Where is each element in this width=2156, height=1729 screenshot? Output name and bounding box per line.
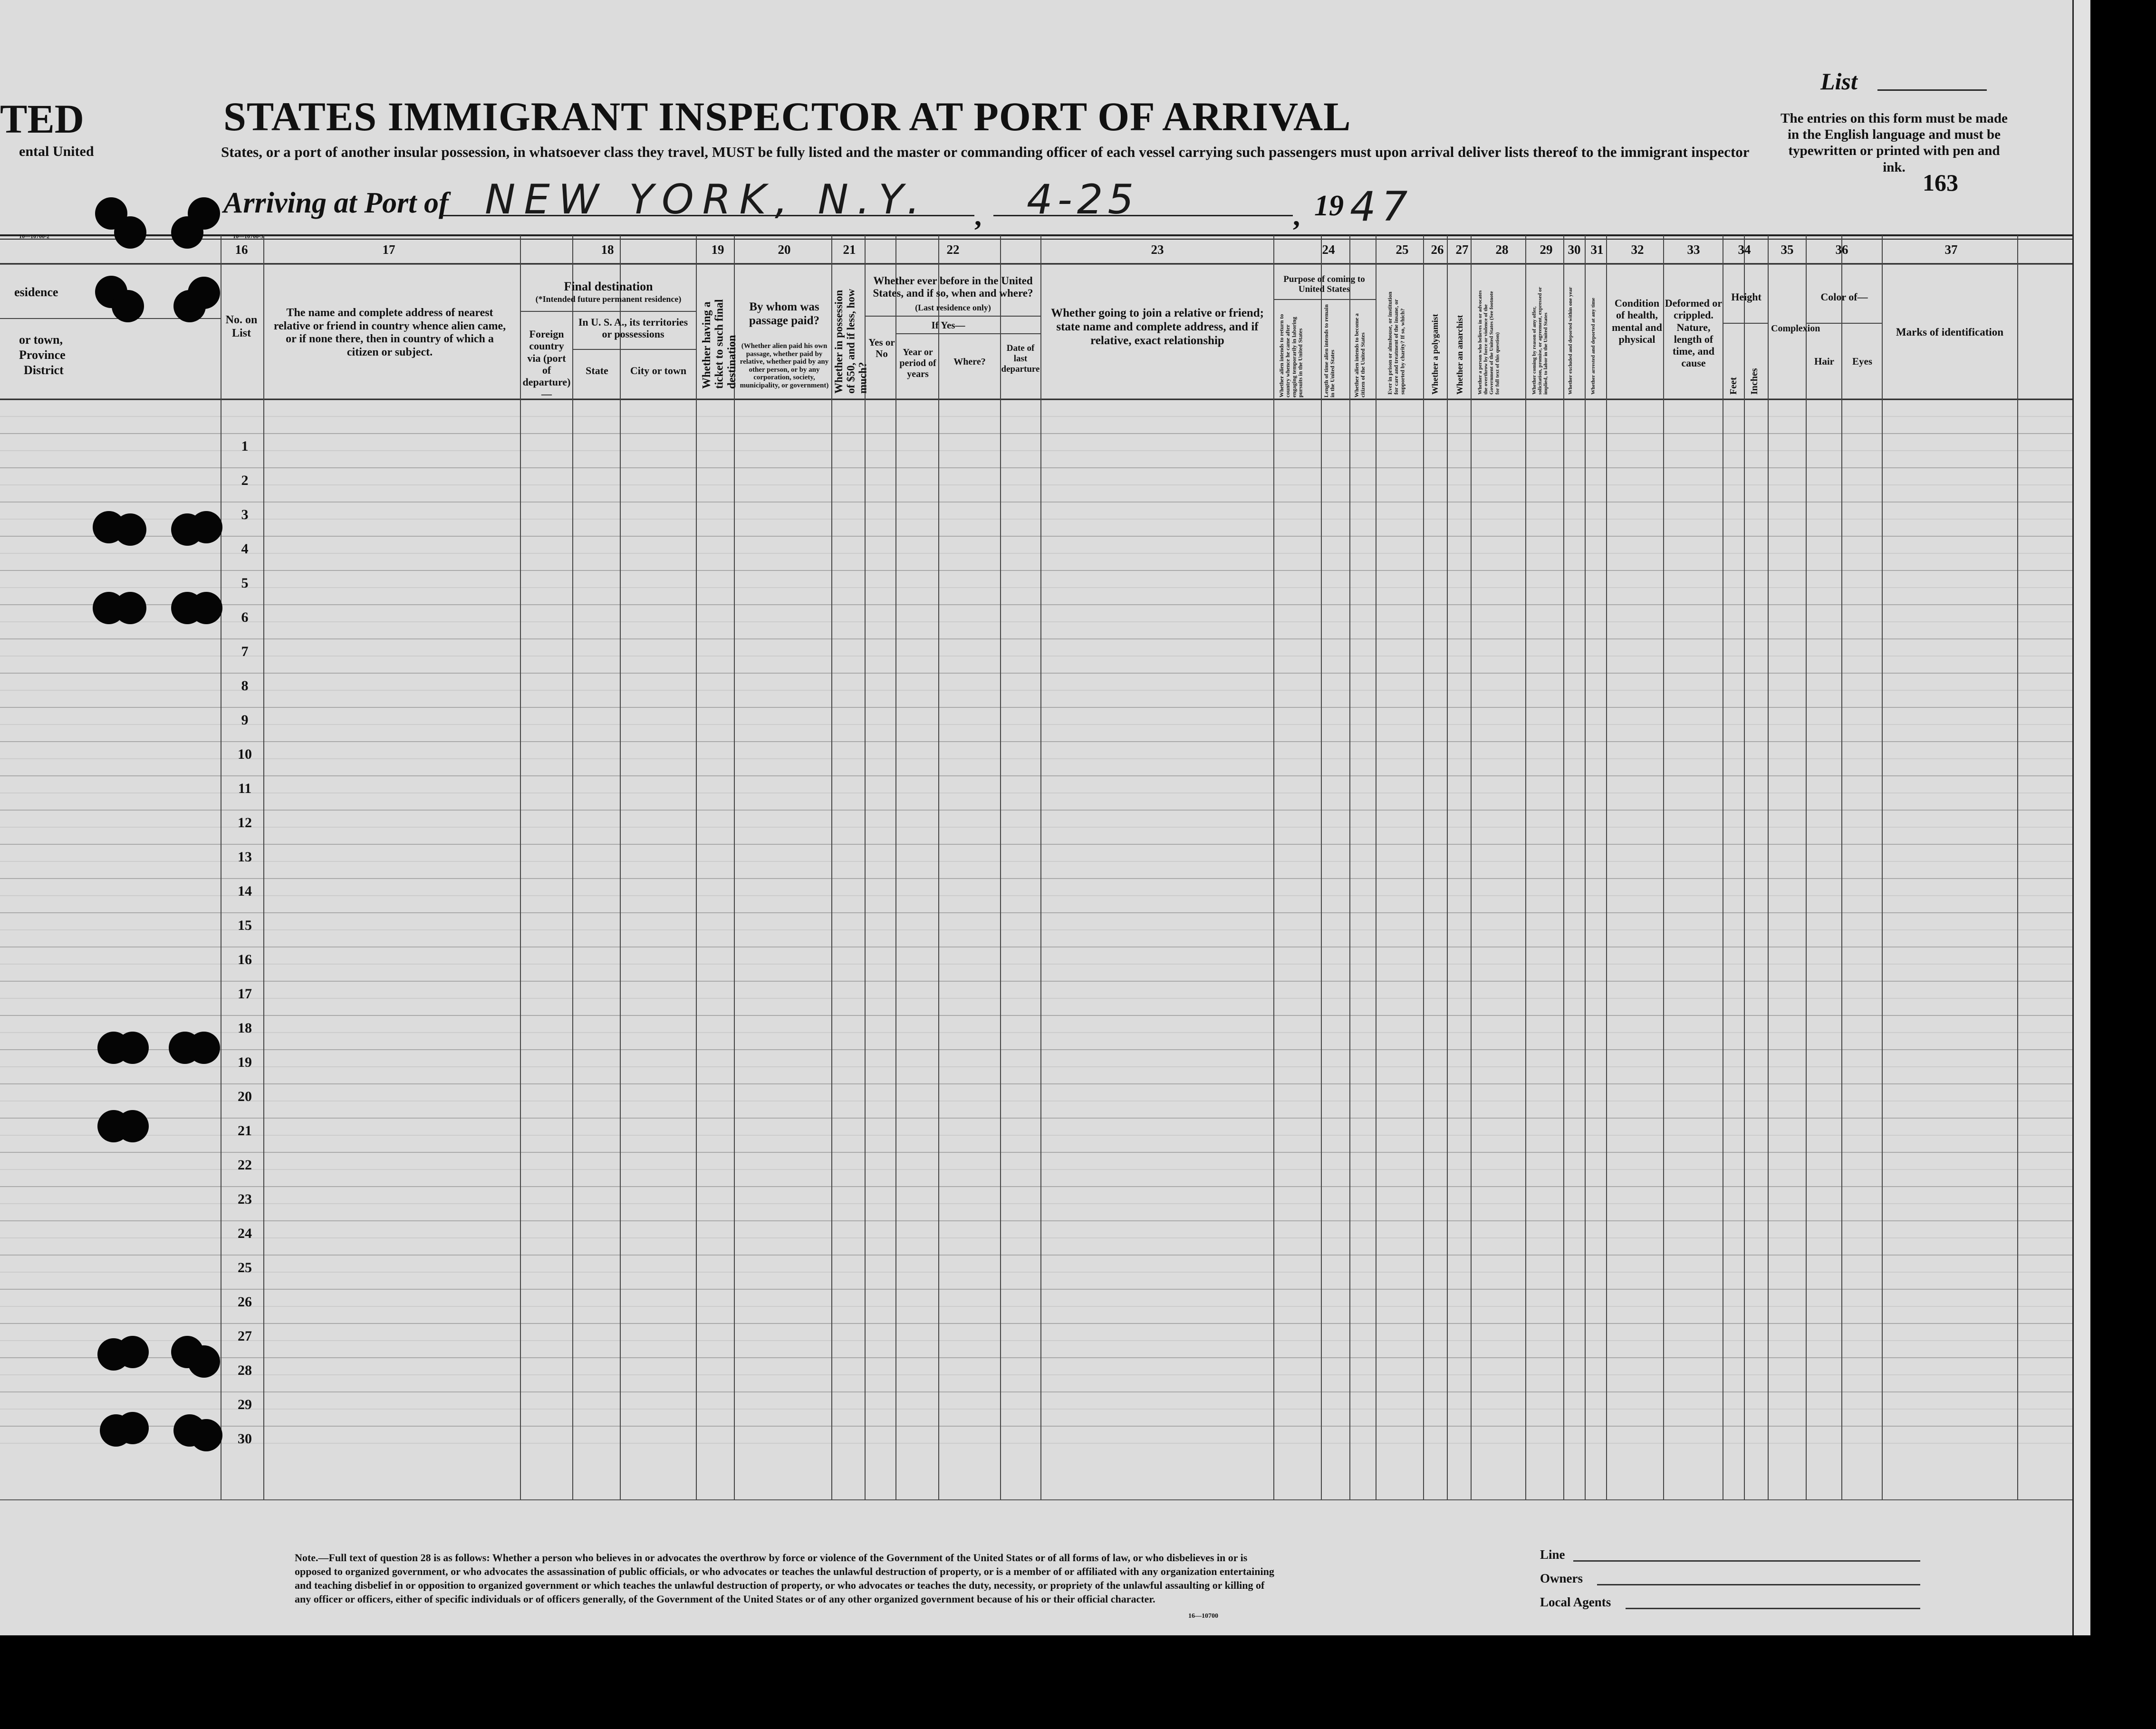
- header-health: Condition of health, mental and physical: [1612, 297, 1662, 345]
- port-handwritten: NEW YORK, N.Y.: [485, 176, 929, 223]
- punch-hole: [190, 511, 222, 543]
- form-code-left: 10—10700-2: [19, 233, 49, 240]
- col-num-22: 22: [946, 242, 960, 257]
- header-polygamist: Whether a polygamist: [1430, 314, 1440, 395]
- punch-hole: [188, 1032, 220, 1064]
- header-complexion: Complexion: [1771, 323, 1820, 334]
- row-number: 2: [241, 473, 249, 488]
- punch-hole: [114, 216, 146, 249]
- row-number: 9: [241, 712, 249, 728]
- date-handwritten: 4-25: [1027, 176, 1139, 223]
- header-passage-paid: By whom was passage paid?: [749, 300, 819, 327]
- row-number: 11: [238, 781, 252, 796]
- punch-hole: [116, 1110, 149, 1142]
- col-num-24: 24: [1322, 242, 1335, 257]
- row-number: 10: [238, 746, 252, 762]
- header-purpose-b: Length of time alien intends to remain in the United States: [1323, 304, 1336, 397]
- col-num-26: 26: [1431, 242, 1444, 257]
- punch-hole: [116, 1032, 149, 1064]
- header-foreign-country: Foreign country via (port of departure)—: [522, 328, 571, 400]
- punch-hole: [116, 1412, 149, 1444]
- col-num-17: 17: [382, 242, 395, 257]
- header-ever-before-note: (Last residence only): [915, 303, 991, 312]
- col-num-29: 29: [1540, 242, 1553, 257]
- row-number: 30: [238, 1431, 252, 1447]
- header-where: Where?: [953, 357, 986, 367]
- header-final-destination: Final destination: [564, 280, 653, 293]
- header-ever-before: Whether ever before in the United States, and if so, when and where?: [873, 275, 1033, 299]
- row-number: 1: [241, 438, 249, 454]
- arriving-label: Arriving at Port of: [223, 187, 449, 219]
- header-city-or-town: City or town: [630, 365, 687, 377]
- list-field-line: [1877, 89, 1987, 91]
- row-number: 8: [241, 678, 249, 694]
- header-marks-identification: Marks of identification: [1896, 326, 2004, 338]
- footer-owners-label: Owners: [1540, 1571, 1583, 1585]
- col-num-21: 21: [843, 242, 856, 257]
- header-ticket: Whether having a ticket to such final destination: [701, 299, 738, 389]
- header-inches: Inches: [1749, 368, 1760, 395]
- header-in-usa: In U. S. A., its territories or possessions: [578, 316, 688, 340]
- punch-hole: [188, 1345, 220, 1378]
- row-number: 23: [238, 1191, 252, 1207]
- row-number: 20: [238, 1089, 252, 1104]
- col-num-28: 28: [1495, 242, 1509, 257]
- header-years: Year or period of years: [899, 347, 936, 379]
- header-hair: Hair: [1814, 356, 1834, 367]
- comma-1: ,: [974, 200, 982, 232]
- header-height: Height: [1731, 291, 1761, 303]
- row-number: 27: [238, 1328, 252, 1344]
- header-overthrow: Whether a person who believes in or advocates the overthrow by force or violence of the Government of the United States (See footnote for full text of this question): [1477, 290, 1501, 395]
- row-number: 14: [238, 883, 252, 899]
- footnote-question-28: Note.—Full text of question 28 is as follows: Whether a person who believes in or advocates the overthrow by force or violence of the Government of the United States or of all forms of law, or who disbelieves in or is opposed to organized government, or who advocates the assassination of public officials, or who advocates or teaches the unlawful destruction of property, or is a member of or affiliated with any organization entertaining and teaching disbelief in or opposition to organized government or which teaches the unlawful destruction of property, or who advocates or teaches the duty, necessity, or propriety of the unlawful assaulting or killing of any officer or officers, either of specific individuals or of officers generally, of the Government of the United States or of any other organized government because of his or their official character.: [295, 1552, 1274, 1605]
- header-eyes: Eyes: [1852, 356, 1872, 367]
- col-num-34: 34: [1738, 242, 1751, 257]
- heading-left-fragment: TED: [0, 96, 84, 142]
- row-number: 24: [238, 1226, 252, 1241]
- header-date-departure: Date of last departure: [1001, 343, 1040, 374]
- col-num-20: 20: [778, 242, 791, 257]
- row-number: 13: [238, 849, 252, 865]
- row-number: 19: [238, 1054, 252, 1070]
- row-number: 6: [241, 609, 249, 625]
- header-purpose-a: Whether alien intends to return to country whence he came after engaging temporarily in laboring pursuits in the United States: [1278, 314, 1304, 397]
- punch-hole: [190, 1419, 222, 1451]
- row-number: 17: [238, 986, 252, 1002]
- row-number: 4: [241, 541, 249, 557]
- punch-hole: [190, 592, 222, 624]
- col-num-18: 18: [601, 242, 614, 257]
- col-num-19: 19: [711, 242, 724, 257]
- header-deformed: Deformed or crippled. Nature, length of time, and cause: [1665, 297, 1723, 369]
- header-purpose-c: Whether alien intends to become a citizen of the United States: [1353, 313, 1367, 397]
- col-num-35: 35: [1781, 242, 1794, 257]
- comma-2: ,: [1293, 200, 1300, 232]
- header-nearest-relative: The name and complete address of nearest relative or friend in country whence alien came, or if none there, then in country of which a citizen or subject.: [273, 307, 506, 358]
- form-title: STATES IMMIGRANT INSPECTOR AT PORT OF ARRIVAL: [223, 94, 1351, 139]
- row-number: 15: [238, 918, 252, 933]
- col-num-16: 16: [235, 242, 248, 257]
- col-num-25: 25: [1396, 242, 1409, 257]
- header-color-of: Color of—: [1820, 291, 1868, 303]
- form-code-bottom: 16—10700: [1188, 1613, 1218, 1620]
- header-if-yes: If Yes—: [931, 319, 965, 331]
- row-number: 22: [238, 1157, 252, 1173]
- row-number: 12: [238, 815, 252, 831]
- row-number: 28: [238, 1362, 252, 1378]
- row-number: 25: [238, 1260, 252, 1275]
- footer-local-agents-field: [1626, 1608, 1920, 1609]
- footer-owners-field: [1597, 1584, 1920, 1585]
- header-no-on-list: No. on List: [225, 314, 258, 339]
- left-header-town: or town,: [19, 333, 63, 347]
- col-num-30: 30: [1568, 242, 1581, 257]
- col-num-32: 32: [1631, 242, 1644, 257]
- header-anarchist: Whether an anarchist: [1455, 315, 1464, 395]
- row-number: 16: [238, 952, 252, 967]
- row-number: 21: [238, 1123, 252, 1139]
- left-header-district: District: [24, 363, 64, 377]
- col-num-37: 37: [1944, 242, 1958, 257]
- header-feet: Feet: [1728, 377, 1739, 395]
- form-subtitle: States, or a port of another insular possession, in whatsoever class they travel, MUST be fully listed and the master or commanding officer of each vessel carrying such passengers must upon arrival deliver lists thereof to the immigrant inspector: [221, 144, 1750, 160]
- year-handwritten: 47: [1350, 183, 1414, 231]
- punch-hole: [114, 592, 146, 624]
- punch-hole: [188, 197, 220, 230]
- punch-hole: [112, 290, 144, 322]
- col-num-23: 23: [1151, 242, 1164, 257]
- form-code-right: 10—10700-3: [233, 233, 263, 240]
- sheet-edge: [2072, 0, 2090, 1635]
- header-labor-offer: Whether coming by reason of any offer, solicitation, promise, or agreement, expressed or implied, to labor in the United States: [1531, 287, 1549, 395]
- footer-local-agents-label: Local Agents: [1540, 1595, 1611, 1609]
- year-prefix: 19: [1314, 190, 1344, 222]
- row-number: 5: [241, 575, 249, 591]
- punch-hole: [188, 277, 220, 309]
- header-state: State: [586, 365, 608, 377]
- col-num-36: 36: [1835, 242, 1848, 257]
- left-header-province: Province: [19, 348, 66, 362]
- header-purpose: Purpose of coming to United States: [1283, 274, 1365, 294]
- header-join-relative: Whether going to join a relative or friend; state name and complete address, and if relative, exact relationship: [1051, 307, 1264, 347]
- row-number: 18: [238, 1020, 252, 1036]
- heading-left-sub: ental United: [19, 144, 94, 159]
- row-number: 3: [241, 507, 249, 522]
- page-number: 163: [1923, 169, 1958, 196]
- list-label: List: [1820, 68, 1858, 95]
- header-yes-or-no: Yes or No: [868, 337, 895, 360]
- footer-line-label: Line: [1540, 1547, 1565, 1562]
- col-num-31: 31: [1590, 242, 1604, 257]
- instructions: The entries on this form must be made in the English language and must be typewritten or printed with pen and ink.: [1781, 111, 2008, 175]
- header-prison: Ever in prison or almshouse, or institution for care and treatment of the insane, or supported by charity? If so, which?: [1386, 291, 1406, 395]
- col-num-27: 27: [1455, 242, 1469, 257]
- row-number: 29: [238, 1397, 252, 1412]
- left-header-residence: esidence: [14, 285, 58, 299]
- row-number: 7: [241, 644, 249, 659]
- header-fifty-dollars: Whether in possession of $50, and if less, how much?: [833, 289, 869, 394]
- header-passage-paid-note: (Whether alien paid his own passage, whether paid by relative, whether paid by any other person, or by any corporation, society, municipality, or government): [740, 342, 829, 389]
- punch-hole: [116, 1336, 149, 1368]
- col-num-33: 33: [1687, 242, 1700, 257]
- header-final-destination-note: (*Intended future permanent residence): [535, 294, 682, 304]
- row-number: 26: [238, 1294, 252, 1310]
- punch-hole: [114, 513, 146, 546]
- header-deported: Whether arrested and deported at any time: [1590, 298, 1596, 395]
- header-excluded: Whether excluded and deported within one year: [1568, 287, 1573, 395]
- footer-line-field: [1573, 1560, 1920, 1562]
